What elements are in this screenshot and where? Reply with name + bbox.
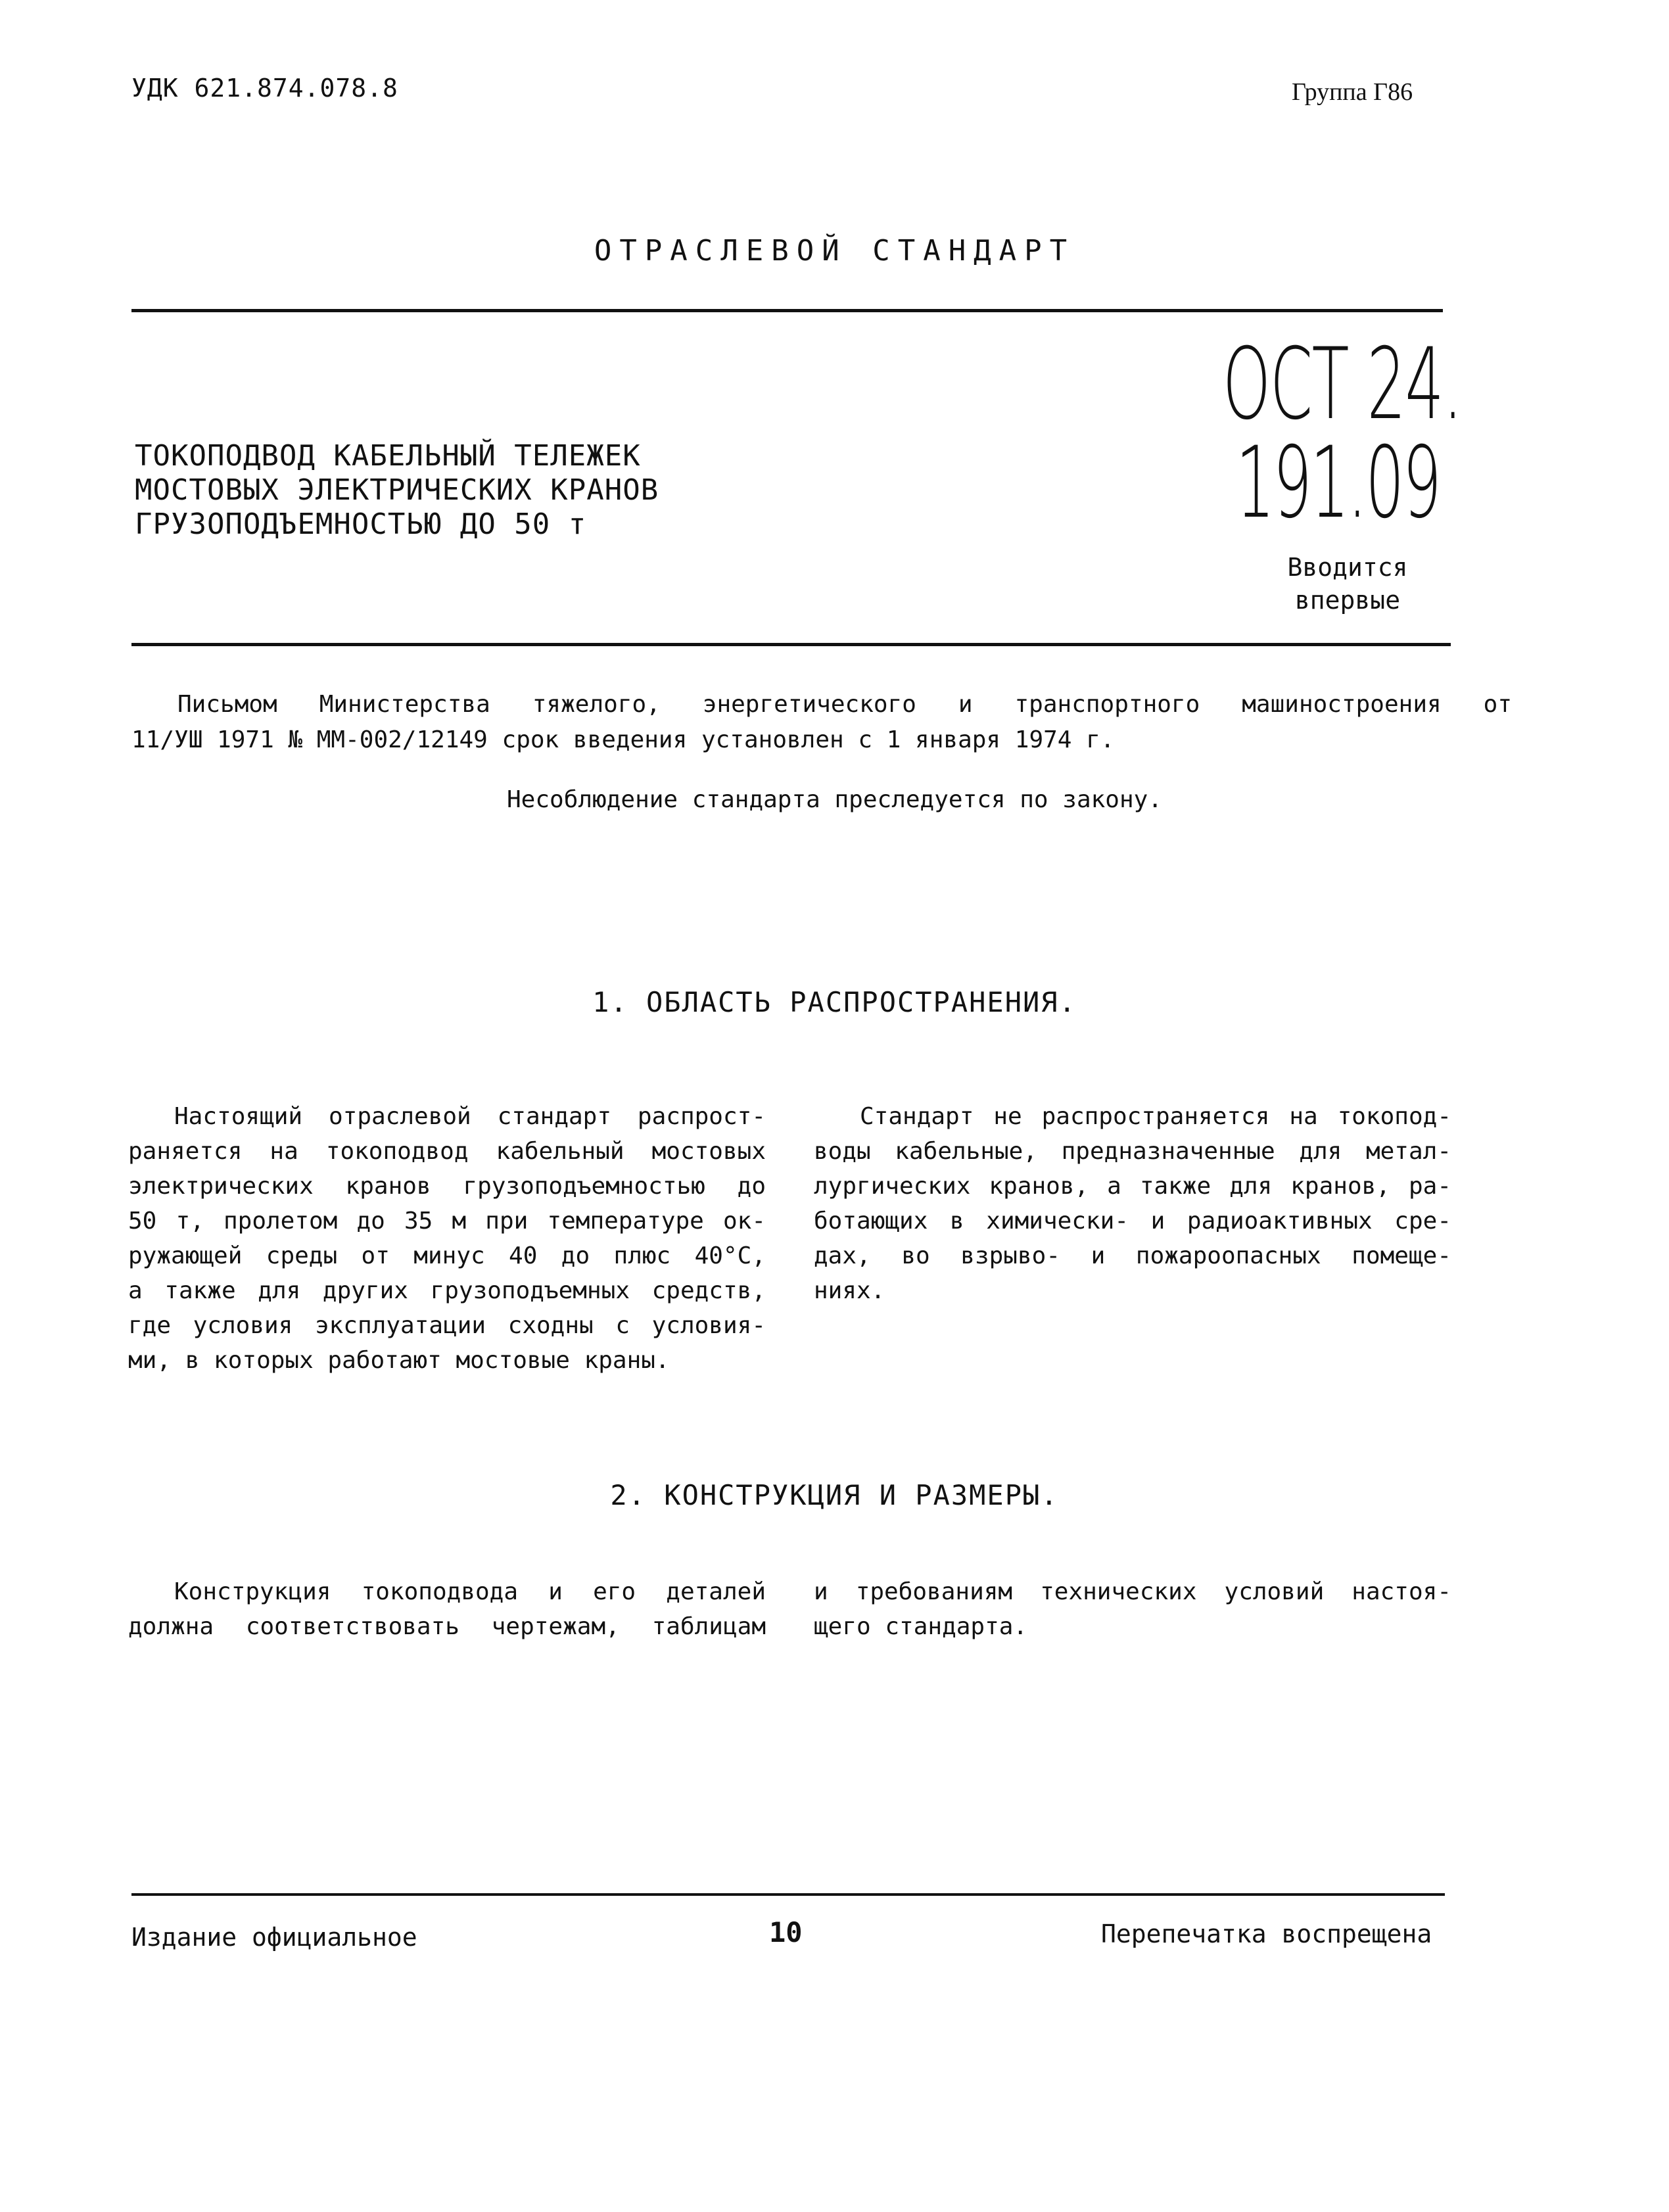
penalty-notice: Несоблюдение стандарта преследуется по закону. (507, 786, 1162, 813)
section-1-heading: 1. ОБЛАСТЬ РАСПРОСТРАНЕНИЯ. (592, 986, 1077, 1018)
reprint-prohibited-label: Перепечатка воспрещена (1101, 1919, 1432, 1948)
title-line-1: ТОКОПОДВОД КАБЕЛЬНЫЙ ТЕЛЕЖЕК (135, 439, 641, 473)
intro-note-line-2: впервые (1294, 586, 1401, 615)
construction-line: должна соответствовать чертежам, таблицам (128, 1613, 766, 1640)
standard-type-heading: ОТРАСЛЕВОЙ СТАНДАРТ (594, 234, 1075, 268)
classification-group: Группа Г86 (1292, 78, 1413, 106)
footer-rule (131, 1893, 1445, 1896)
scope-paragraph (128, 1099, 766, 1378)
intro-note-line-1: Вводится (1287, 553, 1408, 582)
scope-line: ми, в которых работают мостовые краны. (128, 1347, 670, 1374)
official-edition-label: Издание официальное (131, 1923, 417, 1952)
title-line-3: ГРУЗОПОДЪЕМНОСТЬЮ ДО 50 т (135, 507, 587, 541)
construction-line: Конструкция токоподвода и его деталей (174, 1578, 766, 1605)
ministry-letter-line-2: 11/УШ 1971 № ММ-002/12149 срок введения установлен с 1 января 1974 г. (131, 726, 1115, 753)
exclusions-paragraph (814, 1099, 1451, 1308)
scope-line: а также для других грузоподъемных средств, (128, 1277, 766, 1304)
exclusions-line: лургических кранов, а также для кранов, ра- (814, 1173, 1451, 1200)
exclusions-line: Стандарт не распространяется на токопод- (860, 1103, 1451, 1130)
scope-line: 50 т, пролетом до 35 м при температуре ок- (128, 1208, 766, 1235)
title-bottom-rule (131, 643, 1451, 646)
standard-designation-line-1: ОСТ 24. (1223, 327, 1462, 442)
scope-line: раняется на токоподвод кабельный мостовых (128, 1138, 766, 1165)
title-line-2: МОСТОВЫХ ЭЛЕКТРИЧЕСКИХ КРАНОВ (135, 473, 659, 507)
scope-line: где условия эксплуатации сходны с условия- (128, 1312, 766, 1339)
exclusions-line: дах, во взрыво- и пожароопасных помеще- (814, 1242, 1451, 1269)
exclusions-line: ниях. (814, 1277, 885, 1304)
construction-line: щего стандарта. (814, 1613, 1028, 1640)
document-title (135, 439, 659, 542)
scope-line: ружающей среды от минус 40 до плюс 40°С, (128, 1242, 766, 1269)
section-2-heading: 2. КОНСТРУКЦИЯ И РАЗМЕРЫ. (610, 1479, 1059, 1511)
exclusions-line: воды кабельные, предназначенные для метал- (814, 1138, 1451, 1165)
construction-paragraph-right (814, 1574, 1451, 1644)
scope-line: электрических кранов грузоподъемностью до (128, 1173, 766, 1200)
udk-code: УДК 621.874.078.8 (131, 74, 398, 103)
introduction-note (1275, 551, 1420, 617)
scope-line: Настоящий отраслевой стандарт распрост- (174, 1103, 766, 1130)
page-number: 10 (769, 1916, 803, 1948)
construction-paragraph-left (128, 1574, 766, 1644)
standard-designation-line-2: 191.09 (1236, 426, 1440, 540)
top-rule (131, 309, 1443, 312)
exclusions-line: ботающих в химически- и радиоактивных сре- (814, 1208, 1451, 1235)
construction-line: и требованиям технических условий настоя- (814, 1578, 1451, 1605)
ministry-letter-line-1: Письмом Министерства тяжелого, энергетического и транспортного машиностроения от (177, 691, 1512, 718)
